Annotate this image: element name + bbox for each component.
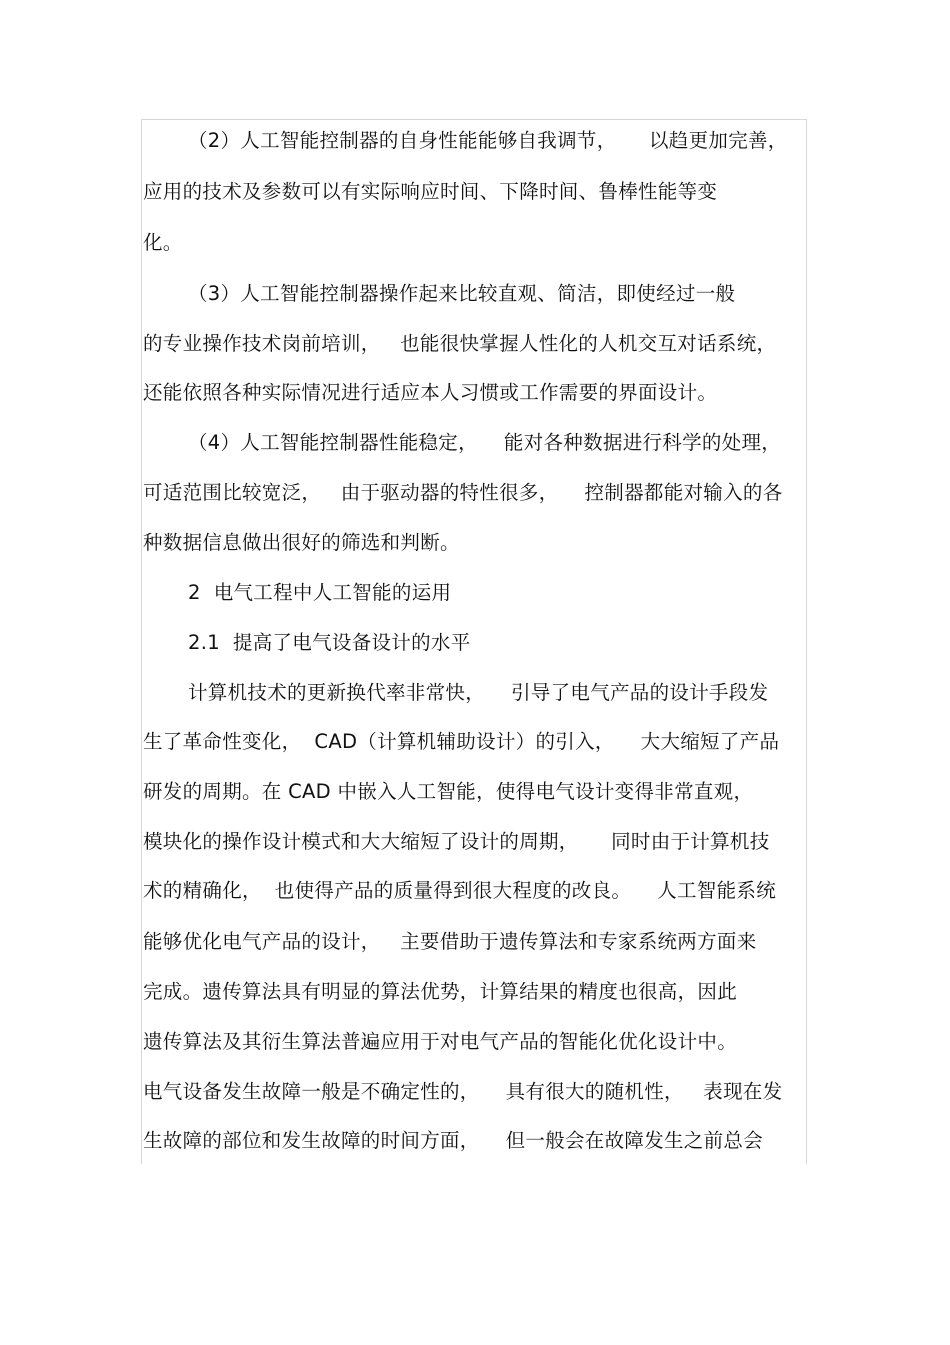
subsection-heading: 2.1 提高了电气设备设计的水平 bbox=[188, 631, 471, 654]
paragraph-line: （4）人工智能控制器性能稳定， 能对各种数据进行科学的处理， bbox=[188, 431, 782, 454]
paragraph-line: 研发的周期。在 CAD 中嵌入人工智能，使得电气设计变得非常直观， bbox=[143, 780, 754, 803]
paragraph-line: 术的精确化， 也使得产品的质量得到很大程度的改良。 人工智能系统 bbox=[143, 879, 776, 902]
paragraph-line: 计算机技术的更新换代率非常快， 引导了电气产品的设计手段发 bbox=[188, 681, 769, 704]
paragraph-line: （3）人工智能控制器操作起来比较直观、简洁，即使经过一般 bbox=[188, 282, 736, 305]
section-heading: 2 电气工程中人工智能的运用 bbox=[188, 581, 452, 604]
paragraph-line: 还能依照各种实际情况进行适应本人习惯或工作需要的界面设计。 bbox=[143, 381, 718, 404]
paragraph-line: 电气设备发生故障一般是不确定性的， 具有很大的随机性， 表现在发 bbox=[143, 1080, 783, 1103]
paragraph-line: 可适范围比较宽泛， 由于驱动器的特性很多， 控制器都能对输入的各 bbox=[143, 481, 783, 504]
paragraph-line: （2）人工智能控制器的自身性能能够自我调节， 以趋更加完善， bbox=[188, 129, 788, 152]
paragraph-line: 模块化的操作设计模式和大大缩短了设计的周期， 同时由于计算机技 bbox=[143, 830, 770, 853]
paragraph-line: 应用的技术及参数可以有实际响应时间、下降时间、鲁棒性能等变 bbox=[143, 180, 718, 203]
paragraph-line: 生了革命性变化， CAD（计算机辅助设计）的引入， 大大缩短了产品 bbox=[143, 730, 780, 753]
paragraph-line: 的专业操作技术岗前培训， 也能很快掌握人性化的人机交互对话系统， bbox=[143, 332, 777, 355]
paragraph-line: 能够优化电气产品的设计， 主要借助于遗传算法和专家系统两方面来 bbox=[143, 930, 757, 953]
paragraph-line: 化。 bbox=[143, 231, 183, 254]
paragraph-line: 种数据信息做出很好的筛选和判断。 bbox=[143, 531, 460, 554]
paragraph-line: 遗传算法及其衍生算法普遍应用于对电气产品的智能化优化设计中。 bbox=[143, 1030, 738, 1053]
paragraph-line: 完成。遗传算法具有明显的算法优势，计算结果的精度也很高，因此 bbox=[143, 980, 738, 1003]
paragraph-line: 生故障的部位和发生故障的时间方面， 但一般会在故障发生之前总会 bbox=[143, 1129, 763, 1152]
